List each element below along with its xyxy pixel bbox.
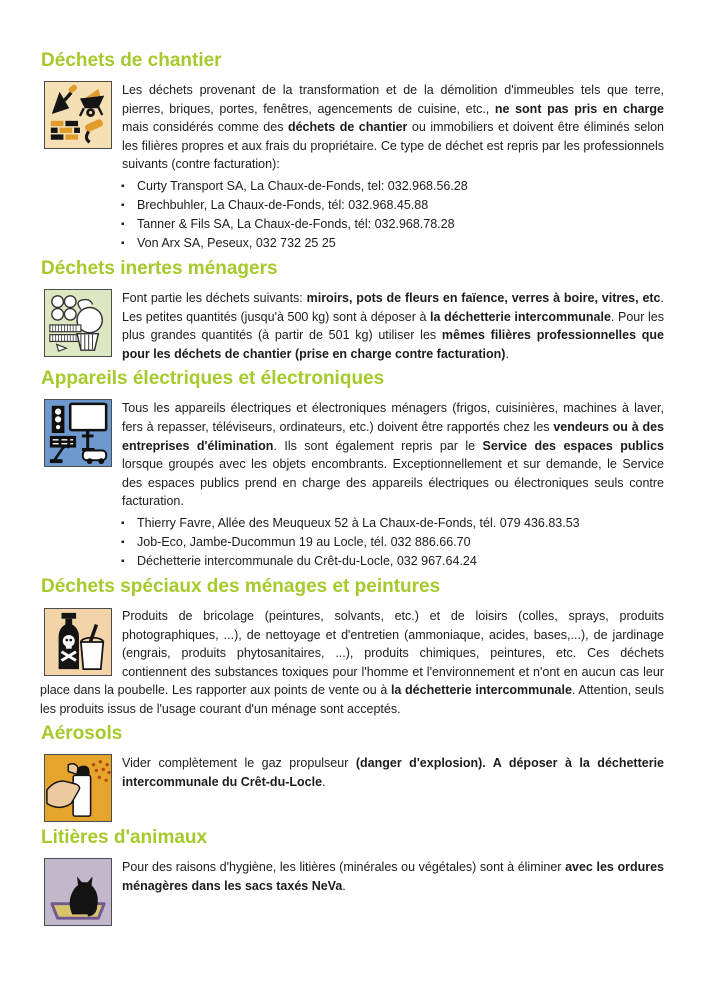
section-paragraph: Pour des raisons d'hygiène, les litières (minérales ou végétales) sont à éliminer avec les ordures ménagères dans les sacs taxés NeVa. (122, 860, 664, 894)
section-paragraph: Les déchets provenant de la transformation et de la démolition d'immeubles tels que terre, pierres, briques, portes, fenêtres, agencements de cuisine, etc., ne sont pas pris en charge mais considérés comme des déchets de chantier ou immobiliers et doivent être éliminés selon les filières propres et aux frais du propriétaire. Ce type de déchet est repris par les professionnels suivants (contre facturation): (122, 83, 665, 172)
section-heading: Aérosols (41, 723, 123, 745)
contact-item: ▪ Von Arx SA, Peseux, 032 732 25 25 (120, 234, 664, 253)
section-paragraph: Font partie les déchets suivants: miroirs, pots de fleurs en faïence, verres à boire, vitres, etc. Les petites quantités (jusqu'à 500 kg) sont à déposer à la déchetterie intercommunale. Pour les plus grandes quantités (à partir de 501 kg) utiliser les mêmes filières professionnelles que pour les déchets de chantier (prise en charge contre facturation). (122, 290, 664, 361)
section-dechets-speciaux (40, 575, 664, 719)
section-heading: Déchets de chantier (41, 50, 222, 71)
section-dechets-inertes (40, 257, 664, 363)
section-paragraph: Vider complètement le gaz propulseur (danger d'explosion). A déposer à la déchetterie intercommunale du Crêt-du-Locle. (122, 756, 665, 790)
section-heading: Appareils électriques et électroniques (41, 368, 385, 390)
contact-list (40, 177, 664, 253)
cat-litter-icon (44, 858, 112, 926)
contact-item: ▪ Thierry Favre, Allée des Meuqueux 52 à La Chaux-de-Fonds, tél. 079 436.83.53 (120, 514, 664, 533)
spray-can-icon (44, 754, 112, 822)
contact-list (40, 514, 664, 571)
section-aerosols (40, 722, 664, 822)
section-dechets-de-chantier (40, 49, 664, 253)
contact-item: ▪ Tanner & Fils SA, La Chaux-de-Fonds, tél: 032.968.78.28 (120, 215, 664, 234)
electronic-appliances-icon (44, 399, 112, 467)
construction-tools-icon (44, 81, 112, 149)
section-litieres-animaux (40, 826, 664, 926)
broken-crockery-icon (44, 289, 112, 357)
section-paragraph: Tous les appareils électriques et électroniques ménagers (frigos, cuisinières, machines à laver, fers à repasser, téléviseurs, ordinateurs, etc.) doivent être rapportés chez les vendeurs ou à des entreprises d'élimination. Ils sont également repris par le Service des espaces publics lorsque groupés avec les objets encombrants. Exceptionnellement et sur demande, le Service des espaces publics prend en charge des appareils électriques ou électroniques seuls contre facturation. (122, 401, 664, 509)
contact-item: ▪ Brechbuhler, La Chaux-de-Fonds, tél: 032.968.45.88 (120, 196, 664, 215)
toxic-products-icon (44, 608, 112, 676)
contact-item: ▪ Curty Transport SA, La Chaux-de-Fonds, tel: 032.968.56.28 (120, 177, 664, 196)
contact-item: ▪ Job-Eco, Jambe-Ducommun 19 au Locle, tél. 032 886.66.70 (120, 533, 664, 552)
section-paragraph: Produits de bricolage (peintures, solvants, etc.) et de loisirs (colles, sprays, produits photographiques, ...), de nettoyage et d'entretien (ammoniaque, acides, bases,...), de jardinage (engrais, produits phytosanitaires, ...), produits chimiques, peintures, etc. Ces déchets contiennent des substances toxiques pour l'homme et l'environnement et n'ont en aucun cas leur place dans la poubelle. Les rapporter aux points de vente ou à la déchetterie intercommunale. Attention, seuls les produits issus de l'usage courant d'un ménage sont acceptés. (40, 608, 664, 716)
section-appareils-electriques (40, 367, 664, 571)
section-heading: Déchets inertes ménagers (41, 257, 278, 279)
section-heading: Déchets spéciaux des ménages et peintures (41, 575, 441, 597)
section-heading: Litières d'animaux (41, 827, 208, 849)
contact-item: ▪ Déchetterie intercommunale du Crêt-du-Locle, 032 967.64.24 (120, 552, 664, 571)
